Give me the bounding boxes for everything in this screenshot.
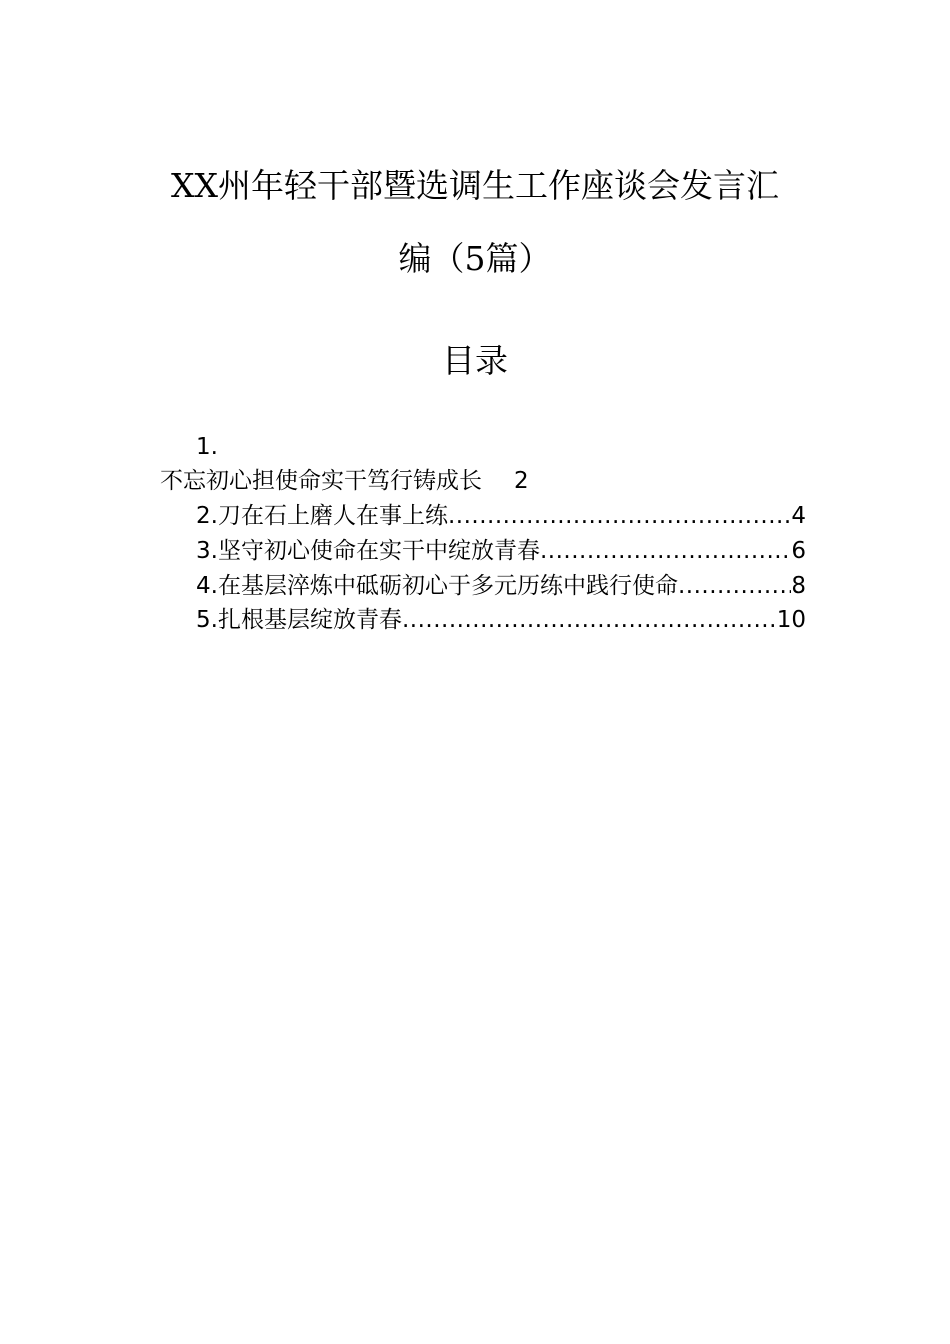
toc-entry-title: 在基层淬炼中砥砺初心于多元历练中践行使命 [217, 573, 678, 599]
toc-entry-number: 2. [196, 503, 218, 529]
toc-dot-leader [678, 571, 791, 601]
toc-entry-title: 坚守初心使命在实干中绽放青春 [217, 538, 540, 564]
toc-entry-number: 4. [196, 573, 218, 599]
toc-entry-3[interactable] [196, 536, 806, 566]
toc-entry-title: 扎根基层绽放青春 [217, 607, 402, 633]
toc-dot-leader [448, 501, 791, 531]
toc-entry-title: 不忘初心担使命实干笃行铸成长 [160, 468, 482, 494]
toc-entry-2[interactable] [196, 501, 806, 531]
toc-heading: 目录 [442, 341, 508, 380]
toc-entry-page: 8 [791, 573, 806, 599]
toc-dot-leader [540, 536, 791, 566]
toc-entry-1-number[interactable]: 1. [196, 434, 218, 460]
toc-entry-4[interactable] [196, 571, 806, 601]
toc-entry-page: 4 [791, 503, 806, 529]
document-title-line-2: 编（5篇） [398, 239, 552, 278]
toc-entry-title: 刀在石上磨人在事上练 [217, 503, 448, 529]
toc-entry-page: 10 [776, 607, 806, 633]
toc-entry-number: 3. [196, 538, 218, 564]
document-title-line-1: XX州年轻干部暨选调生工作座谈会发言汇 [171, 166, 779, 205]
toc-entry-page: 2 [514, 468, 529, 494]
toc-entry-page: 6 [791, 538, 806, 564]
toc-entry-1[interactable] [160, 466, 529, 496]
toc-entry-5[interactable] [196, 605, 806, 635]
toc-entry-number: 5. [196, 607, 218, 633]
toc-dot-leader [402, 605, 777, 635]
